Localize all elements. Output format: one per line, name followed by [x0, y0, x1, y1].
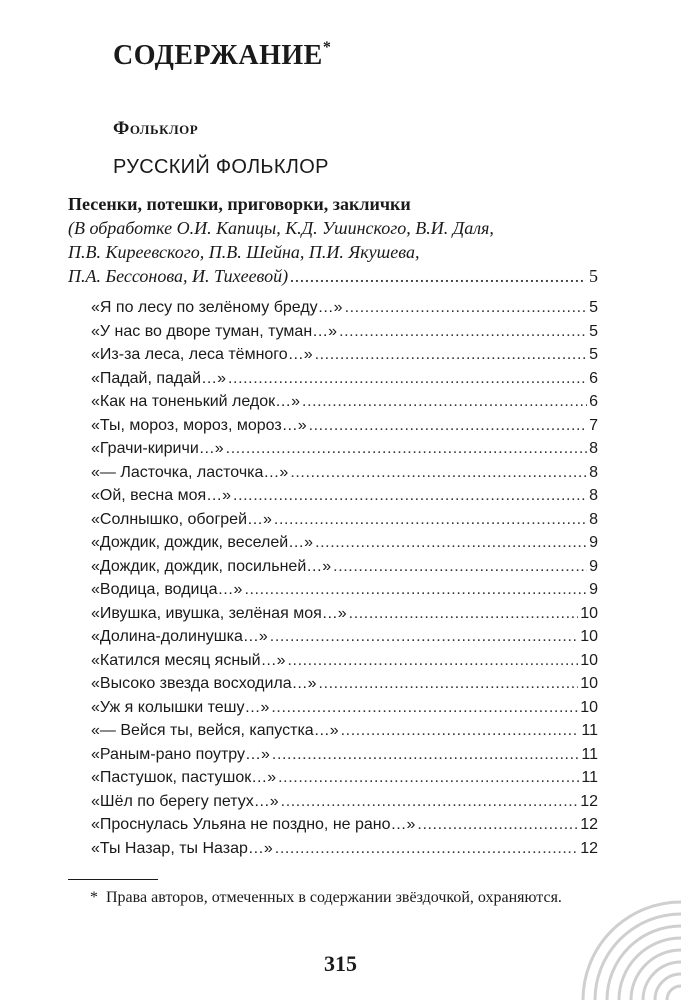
- group-note: [68, 216, 598, 288]
- toc-entry-page: 12: [580, 792, 598, 810]
- toc-entry-page: 5: [589, 299, 598, 316]
- group-note-last-row[interactable]: [68, 264, 598, 288]
- toc-entry[interactable]: [91, 555, 598, 579]
- footnote-rule: [68, 879, 158, 880]
- toc-entry-page: 6: [589, 369, 598, 387]
- title-footnote-mark: *: [322, 38, 332, 56]
- toc-entry-title: «Шёл по берегу петух…»: [91, 792, 279, 810]
- group-note-line: П.А. Бессонова, И. Тихеевой): [68, 266, 289, 286]
- dot-leader: [270, 625, 578, 649]
- dot-leader: [341, 719, 580, 743]
- toc-entry-title: «Дождик, дождик, веселей…»: [91, 534, 314, 551]
- group-note-line: П.В. Киреевского, П.В. Шейна, П.И. Якушева,: [68, 242, 420, 262]
- toc-entry-title: «Долина-долинушка…»: [91, 628, 268, 645]
- toc-entry[interactable]: [91, 625, 598, 649]
- toc-entry[interactable]: [91, 531, 598, 555]
- toc-entry[interactable]: [91, 508, 598, 532]
- dot-leader: [349, 602, 579, 626]
- dot-leader: [244, 578, 587, 602]
- toc-entry-page: 5: [589, 322, 598, 340]
- toc-entry-page: 8: [589, 487, 598, 504]
- toc-entry[interactable]: [91, 649, 598, 673]
- toc-entry-title: «Высоко звезда восходила…»: [91, 675, 317, 692]
- toc-entry-page: 9: [589, 534, 598, 551]
- toc-entry-title: «Катился месяц ясный…»: [91, 651, 286, 669]
- toc-entry-title: «Как на тоненький ледок…»: [91, 393, 301, 410]
- toc-entry-page: 8: [589, 440, 598, 457]
- dot-leader: [233, 484, 587, 508]
- toc-entry-title: «Ты, мороз, мороз, мороз…»: [91, 416, 307, 434]
- toc-entry[interactable]: [91, 602, 598, 626]
- dot-leader: [339, 320, 587, 344]
- toc-entry[interactable]: [91, 296, 598, 320]
- toc-entry-title: «Ты Назар, ты Назар…»: [91, 839, 273, 857]
- toc-entry-title: «Из-за леса, леса тёмного…»: [91, 346, 313, 363]
- section-title: Фольклор: [113, 118, 199, 139]
- toc-entry-title: «Ивушка, ивушка, зелёная моя…»: [91, 604, 347, 622]
- toc-entry[interactable]: [91, 766, 598, 790]
- dot-leader: [228, 367, 587, 391]
- toc-entry[interactable]: [91, 484, 598, 508]
- page-number: 315: [324, 951, 357, 976]
- toc-entry-page: 8: [589, 463, 598, 481]
- toc-entry-page: 5: [589, 346, 598, 363]
- toc-entry-title: «Раным-рано поутру…»: [91, 745, 270, 763]
- dot-leader: [281, 790, 579, 814]
- toc-entry-title: «— Вейся ты, вейся, капустка…»: [91, 722, 339, 739]
- toc-entry-title: «Дождик, дождик, посильней…»: [91, 557, 332, 575]
- toc-entry[interactable]: [91, 578, 598, 602]
- toc-entry[interactable]: [91, 437, 598, 461]
- dot-leader: [345, 296, 588, 320]
- dot-leader: [309, 414, 588, 438]
- footnote-mark: *: [90, 889, 98, 906]
- group-title: Песенки, потешки, приговорки, заклички: [68, 194, 411, 214]
- toc-entry-title: «Пастушок, пастушок…»: [91, 769, 277, 786]
- toc-group: [68, 192, 598, 288]
- toc-entry-page: 7: [589, 416, 598, 434]
- subsection-title: РУССКИЙ ФОЛЬКЛОР: [113, 156, 329, 178]
- dot-leader: [290, 461, 587, 485]
- dot-leader: [274, 508, 587, 532]
- toc-entry-page: 11: [581, 745, 598, 763]
- dot-leader: [287, 649, 578, 673]
- group-page-number: 5: [589, 266, 598, 286]
- dot-leader: [315, 343, 588, 367]
- toc-entry-title: «Водица, водица…»: [91, 581, 243, 598]
- toc-entry[interactable]: [91, 743, 598, 767]
- dot-leader: [333, 555, 587, 579]
- page-title: [113, 40, 331, 72]
- footnote-text: Права авторов, отмеченных в содержании звёздочкой, охраняются.: [106, 889, 562, 906]
- toc-entry[interactable]: [91, 343, 598, 367]
- toc-entry-page: 11: [581, 722, 598, 739]
- group-note-line: (В обработке О.И. Капицы, К.Д. Ушинского, В.И. Даля,: [68, 218, 494, 238]
- toc-entry-page: 12: [580, 839, 598, 857]
- dot-leader: [315, 531, 587, 555]
- toc-entry-page: 10: [580, 604, 598, 622]
- toc-entry[interactable]: [91, 837, 598, 861]
- toc-entry-page: 10: [580, 675, 598, 692]
- dot-leader: [271, 696, 578, 720]
- dot-leader: [290, 264, 586, 288]
- dot-leader: [302, 390, 587, 414]
- concentric-circles-ornament: [560, 900, 681, 1000]
- toc-entry-title: «Грачи-киричи…»: [91, 440, 224, 457]
- dot-leader: [417, 813, 578, 837]
- toc-entry-page: 10: [580, 698, 598, 716]
- toc-entry-page: 10: [580, 628, 598, 645]
- toc-entry-page: 12: [580, 816, 598, 833]
- toc-entry-title: «— Ласточка, ласточка…»: [91, 463, 289, 481]
- toc-entry[interactable]: [91, 672, 598, 696]
- toc-entry[interactable]: [91, 719, 598, 743]
- toc-entry-title: «Уж я колышки тешу…»: [91, 698, 270, 716]
- toc-entry-page: 6: [589, 393, 598, 410]
- toc-entry-title: «Проснулась Ульяна не поздно, не рано…»: [91, 816, 416, 833]
- toc-entry[interactable]: [91, 390, 598, 414]
- toc-entry[interactable]: [91, 461, 598, 485]
- toc-entry-page: 11: [581, 769, 598, 786]
- toc-entry-page: 10: [580, 651, 598, 669]
- dot-leader: [275, 837, 578, 861]
- toc-entry-page: 8: [589, 510, 598, 528]
- dot-leader: [278, 766, 579, 790]
- toc-entry[interactable]: [91, 790, 598, 814]
- toc-entry-title: «Падай, падай…»: [91, 369, 226, 387]
- toc-entry-page: 9: [589, 557, 598, 575]
- toc-entries: [91, 296, 598, 860]
- toc-entry[interactable]: [91, 367, 598, 391]
- toc-entry-title: «Солнышко, обогрей…»: [91, 510, 272, 528]
- dot-leader: [272, 743, 579, 767]
- toc-entry[interactable]: [91, 696, 598, 720]
- toc-entry-title: «Ой, весна моя…»: [91, 487, 232, 504]
- toc-entry[interactable]: [91, 813, 598, 837]
- toc-entry[interactable]: [91, 320, 598, 344]
- page-title-text: СОДЕРЖАНИЕ: [113, 40, 323, 71]
- toc-entry-page: 9: [589, 581, 598, 598]
- dot-leader: [226, 437, 587, 461]
- toc-entry[interactable]: [91, 414, 598, 438]
- footnote: [68, 886, 616, 909]
- dot-leader: [319, 672, 579, 696]
- toc-entry-title: «У нас во дворе туман, туман…»: [91, 322, 338, 340]
- toc-entry-title: «Я по лесу по зелёному бреду…»: [91, 299, 343, 316]
